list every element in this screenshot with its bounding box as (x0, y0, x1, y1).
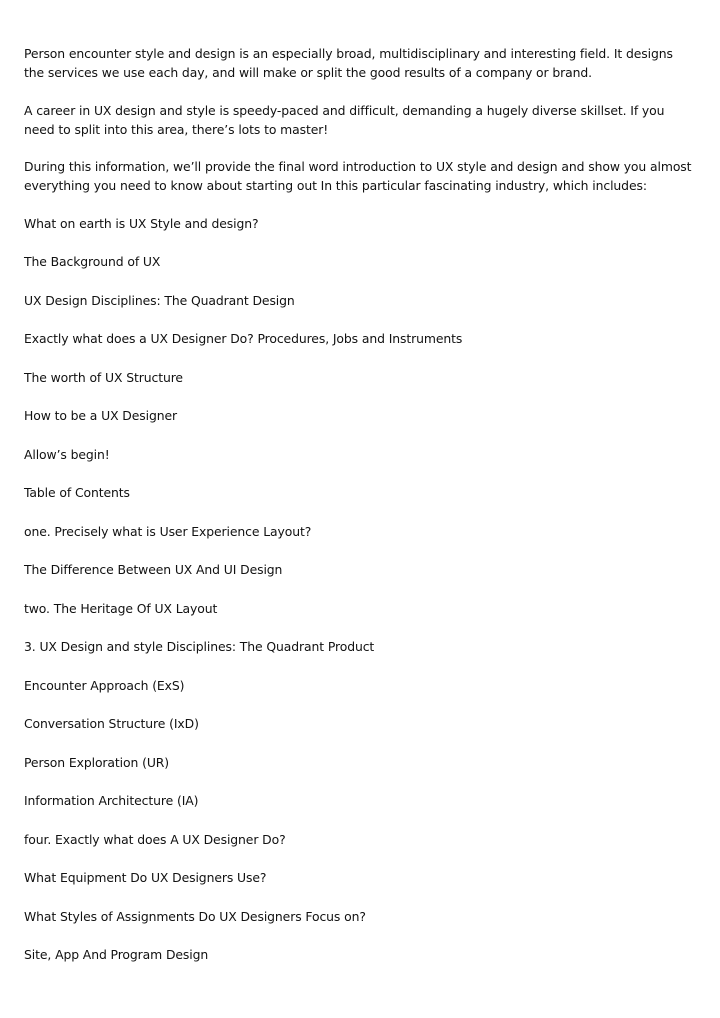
toc-item: What Styles of Assignments Do UX Designers Focus on? (24, 908, 366, 924)
list-item: UX Design Disciplines: The Quadrant Design (24, 292, 295, 308)
toc-item: Information Architecture (IA) (24, 793, 199, 808)
list-item: The worth of UX Structure (24, 369, 183, 385)
list-item: How to be a UX Designer (24, 408, 178, 423)
closing-line: Allow’s begin! (24, 446, 110, 462)
toc-item: The Difference Between UX And UI Design (24, 562, 283, 577)
toc-heading: Table of Contents (24, 485, 130, 500)
toc-item: 3. UX Design and style Disciplines: The Quadrant Product (24, 639, 375, 654)
paragraph-career: A career in UX design and style is speedy-paced and difficult, demanding a hugely diverse skillset. If you need to split into this area, there’s lots to master! (24, 102, 665, 137)
list-item: Exactly what does a UX Designer Do? Procedures, Jobs and Instruments (24, 331, 463, 346)
toc-item: Conversation Structure (IxD) (24, 716, 199, 731)
list-item: What on earth is UX Style and design? (24, 215, 259, 231)
paragraph-overview: During this information, we’ll provide the final word introduction to UX style and design and show you almost everything you need to know about starting out In this particular fascinating industry, which includes: (24, 159, 692, 193)
toc-item: What Equipment Do UX Designers Use? (24, 870, 267, 885)
toc-item: Person Exploration (UR) (24, 754, 170, 770)
toc-item: one. Precisely what is User Experience Layout? (24, 523, 312, 539)
toc-item: four. Exactly what does A UX Designer Do? (24, 831, 286, 847)
toc-item: Encounter Approach (ExS) (24, 677, 185, 693)
toc-item: Site, App And Program Design (24, 947, 209, 962)
list-item: The Background of UX (24, 254, 161, 269)
paragraph-intro: Person encounter style and design is an especially broad, multidisciplinary and interesting field. It designs the services we use each day, and will make or split the good results of a company or brand. (24, 46, 673, 80)
toc-item: two. The Heritage Of UX Layout (24, 600, 218, 616)
